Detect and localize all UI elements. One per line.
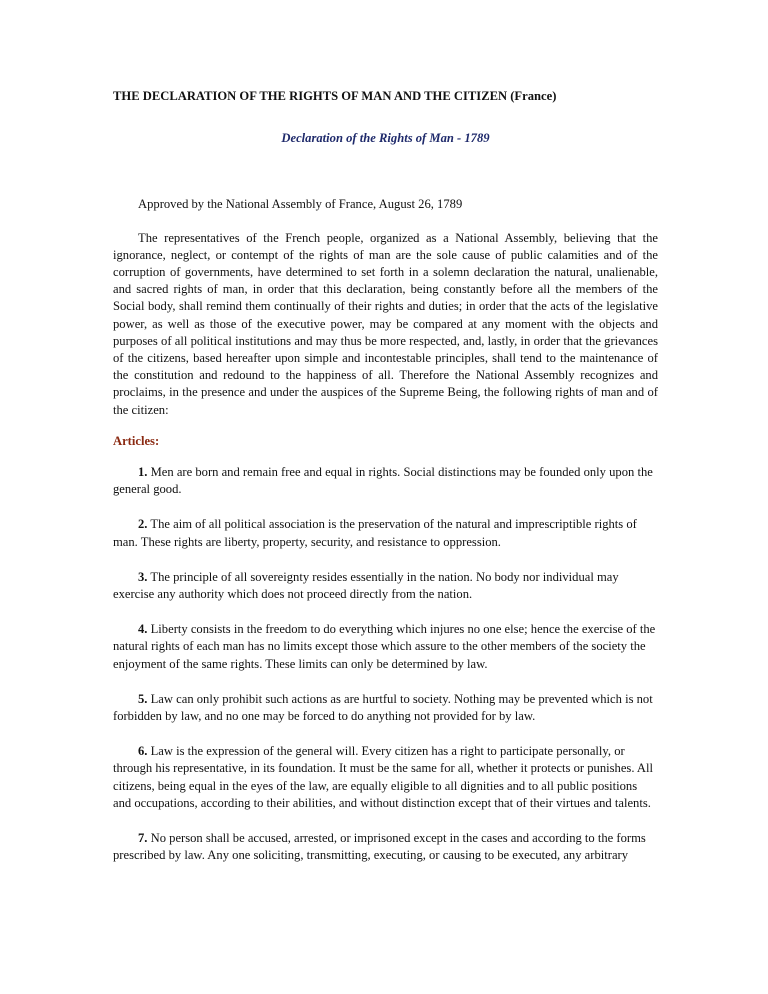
article-7 [113,830,658,864]
article-number: 2. [138,517,148,532]
article-number: 4. [138,622,148,637]
article-5 [113,691,658,725]
document-title: THE DECLARATION OF THE RIGHTS OF MAN AND THE CITIZEN (France) [113,89,557,103]
article-text: The principle of all sovereignty resides essentially in the nation. No body nor individual may exercise any authority which does not proceed directly from the nation. [113,569,619,602]
article-text: The aim of all political association is the preservation of the natural and imprescriptible rights of man. These rights are liberty, property, security, and resistance to oppression. [113,517,637,549]
article-text: Men are born and remain free and equal in rights. Social distinctions may be founded only upon the general good. [113,465,653,497]
document-body [113,88,658,883]
article-text: Law is the expression of the general will. Every citizen has a right to participate personally, or through his representative, in its foundation. It must be the same for all, whether it protects or punishes. All citizens, being equal in the eyes of the law, are equally eligible to all dignities and to all public positions and occupations, according to their abilities, and without distinction except that of their virtues and talents. [113,744,654,810]
article-1 [113,464,658,498]
article-3 [113,569,658,603]
article-text: Law can only prohibit such actions as are hurtful to society. Nothing may be prevented which is not forbidden by law, and no one may be forced to do anything not provided for by law. [113,691,653,724]
article-number: 1. [138,465,148,480]
document-subtitle: Declaration of the Rights of Man - 1789 [281,131,490,146]
article-number: 7. [138,831,148,846]
article-6 [113,743,658,812]
articles-heading: Articles: [113,433,160,448]
approval-line: Approved by the National Assembly of France, August 26, 1789 [138,197,463,212]
article-number: 6. [138,744,148,759]
article-number: 5. [138,691,148,706]
article-text: Liberty consists in the freedom to do everything which injures no one else; hence the exercise of the natural rights of each man has no limits except those which assure to the other members of the society the enjoyment of the same rights. These limits can only be determined by law. [113,622,656,671]
preamble-paragraph: The representatives of the French people, organized as a National Assembly, believing that the ignorance, neglect, or contempt of the rights of man are the sole cause of public calamities and of the corruption of governments, have determined to set forth in a solemn declaration the natural, unalienable, and sacred rights of man, in order that this declaration, being constantly before all the members of the Social body, shall remind them continually of their rights and duties; in order that the acts of the legislative power, as well as those of the executive power, may be compared at any moment with the objects and purposes of all political institutions and may thus be more respected, and, lastly, in order that the grievances of the citizens, based hereafter upon simple and incontestable principles, shall tend to the maintenance of the constitution and redound to the happiness of all. Therefore the National Assembly recognizes and proclaims, in the presence and under the auspices of the Supreme Being, the following rights of man and of the citizen: [113,230,658,417]
article-number: 3. [138,569,148,584]
article-2 [113,516,658,550]
article-text: No person shall be accused, arrested, or imprisoned except in the cases and according to the forms prescribed by law. Any one soliciting, transmitting, executing, or causing to be executed, any arbitrary [113,831,646,863]
article-4 [113,621,658,673]
